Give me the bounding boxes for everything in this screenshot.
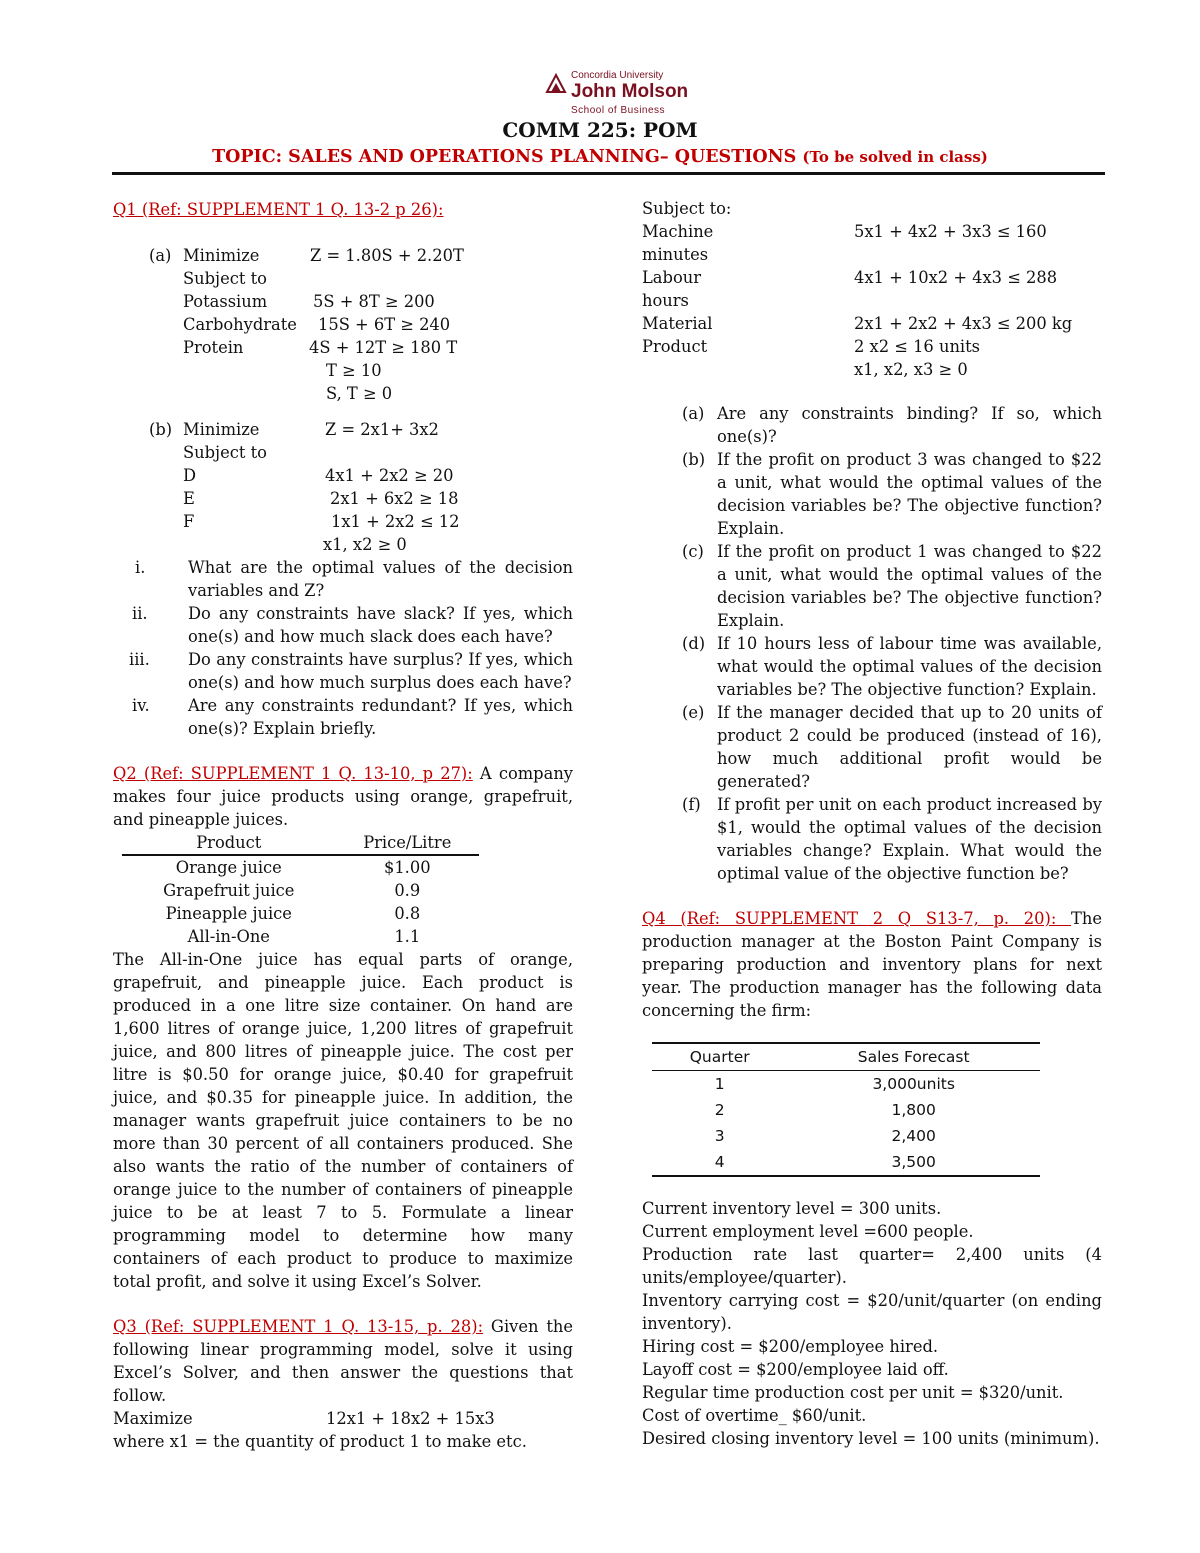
juice-product-cell: Grapefruit juice bbox=[163, 881, 295, 900]
q1-question-item bbox=[113, 648, 573, 694]
q3-constraint-expr: 2x1 + 2x2 + 4x3 ≤ 200 kg bbox=[854, 314, 1073, 333]
q3-questions bbox=[642, 402, 1102, 885]
q3-question-label: (f) bbox=[682, 795, 701, 814]
forecast-quarter-cell: 3 bbox=[714, 1127, 725, 1145]
q1-a-row-expr: S, T ≥ 0 bbox=[326, 384, 393, 403]
forecast-header-quarter: Quarter bbox=[652, 1043, 787, 1071]
q1-part-b bbox=[113, 418, 573, 556]
q1-question-label: i. bbox=[135, 558, 146, 577]
topic-heading bbox=[0, 147, 1200, 167]
q1-a-row-name: Minimize bbox=[183, 246, 260, 265]
q4-heading: Q4 (Ref: SUPPLEMENT 2 Q S13-7, p. 20): bbox=[642, 909, 1072, 928]
q4-intro bbox=[642, 907, 1102, 1022]
q1-b-row-expr: 4x1 + 2x2 ≥ 20 bbox=[325, 466, 454, 485]
topic-note: (To be solved in class) bbox=[802, 148, 988, 166]
forecast-table-row bbox=[652, 1071, 1040, 1098]
q3-question-label: (b) bbox=[682, 450, 706, 469]
q3-question-text: If the profit on product 1 was changed to $22 a unit, what would the optimal values of the decision variables be? The objective function? Explain. bbox=[717, 542, 1102, 630]
q3-constraint-row bbox=[642, 335, 1102, 358]
q3-question-item bbox=[642, 540, 1102, 632]
course-title: COMM 225: POM bbox=[502, 118, 698, 142]
q1-a-row-expr: T ≥ 10 bbox=[326, 361, 382, 380]
q3-question-item bbox=[642, 701, 1102, 793]
forecast-table-row bbox=[652, 1097, 1040, 1123]
juice-price-cell: $1.00 bbox=[383, 858, 431, 877]
logo-mark-icon bbox=[545, 72, 567, 94]
q4-fact-line: Hiring cost = $200/employee hired. bbox=[642, 1337, 939, 1356]
q1-question-label: iii. bbox=[129, 650, 150, 669]
q1-question-item bbox=[113, 602, 573, 648]
forecast-sales-cell: 2,400 bbox=[891, 1127, 936, 1145]
q1-b-row-name: F bbox=[183, 512, 195, 531]
q3-question-text: Are any constraints binding? If so, which one(s)? bbox=[717, 404, 1102, 446]
q1-b-row bbox=[113, 441, 573, 464]
q1-a-row-expr: 4S + 12T ≥ 180 T bbox=[309, 338, 458, 357]
q4-fact-line: Inventory carrying cost = $20/unit/quarter (on ending inventory). bbox=[642, 1291, 1102, 1333]
q1-b-row bbox=[113, 487, 573, 510]
q3-intro-text: Given the following linear programming model, solve it using Excel’s Solver, and then answer the questions that follow. bbox=[113, 1317, 574, 1405]
juice-product-cell: All-in-One bbox=[187, 927, 270, 946]
q3-question-label: (e) bbox=[682, 703, 705, 722]
q1-a-row bbox=[113, 336, 573, 359]
q1-a-row bbox=[113, 290, 573, 313]
q1-question-text: What are the optimal values of the decision variables and Z? bbox=[188, 558, 573, 600]
q1-b-row bbox=[113, 418, 573, 441]
juice-price-cell: 0.9 bbox=[394, 881, 421, 900]
q3-constraint-expr: 4x1 + 10x2 + 4x3 ≤ 288 bbox=[854, 268, 1058, 287]
q1-b-row-name: Subject to bbox=[183, 443, 267, 462]
q3-constraint-expr: 5x1 + 4x2 + 3x3 ≤ 160 bbox=[854, 222, 1047, 241]
q1-a-row-expr: 15S + 6T ≥ 240 bbox=[318, 315, 451, 334]
q4-fact-line: Production rate last quarter= 2,400 units (4 units/employee/quarter). bbox=[642, 1245, 1102, 1287]
q1-b-row-name: E bbox=[183, 489, 195, 508]
q1-b-row-expr: 1x1 + 2x2 ≤ 12 bbox=[331, 512, 460, 531]
q1-a-row-name: Subject to bbox=[183, 269, 267, 288]
q3-question-label: (d) bbox=[682, 634, 706, 653]
q3-nonneg-row bbox=[642, 358, 1102, 381]
q3-constraint-expr: 2 x2 ≤ 16 units bbox=[854, 337, 981, 356]
q1-a-row bbox=[113, 359, 573, 382]
q3-constraint-name: Product bbox=[642, 337, 708, 356]
q3-constraint-name: Labour bbox=[642, 268, 702, 287]
q1-b-row bbox=[113, 510, 573, 533]
q1-b-row bbox=[113, 464, 573, 487]
q1-b-row-name: Minimize bbox=[183, 420, 260, 439]
q3-question-text: If the profit on product 3 was changed to $22 a unit, what would the optimal values of the decision variables be? The objective function? Explain. bbox=[717, 450, 1102, 538]
q3-question-text: If profit per unit on each product increased by $1, would the optimal values of the decision variables change? Explain. What would the optimal value of the objective function be? bbox=[717, 795, 1102, 883]
q2-intro-text: A company makes four juice products using orange, grapefruit, and pineapple juices. bbox=[113, 764, 573, 829]
juice-table-row bbox=[122, 925, 479, 948]
q1-question-item bbox=[113, 694, 573, 740]
forecast-quarter-cell: 2 bbox=[714, 1101, 725, 1119]
q1-b-row-expr: x1, x2 ≥ 0 bbox=[323, 535, 407, 554]
q1-question-text: Are any constraints redundant? If yes, which one(s)? Explain briefly. bbox=[188, 696, 573, 738]
left-column bbox=[113, 198, 573, 1453]
juice-price-cell: 1.1 bbox=[394, 927, 421, 946]
q1-questions bbox=[113, 556, 573, 740]
right-column bbox=[642, 197, 1102, 1450]
q3-question-item bbox=[642, 448, 1102, 540]
q3-question-item bbox=[642, 632, 1102, 701]
q3-question-label: (a) bbox=[682, 404, 705, 423]
q1-a-row bbox=[113, 267, 573, 290]
q3-question-label: (c) bbox=[682, 542, 704, 561]
q3-constraint-name: Material bbox=[642, 314, 713, 333]
juice-product-cell: Orange juice bbox=[175, 858, 282, 877]
logo-school-name: John Molson bbox=[571, 81, 689, 102]
forecast-sales-cell: 3,500 bbox=[787, 1149, 1040, 1176]
q1-b-row bbox=[113, 533, 573, 556]
forecast-quarter-cell: 1 bbox=[714, 1075, 725, 1093]
juice-price-table bbox=[122, 831, 479, 948]
q4-fact-line: Regular time production cost per unit = $320/unit. bbox=[642, 1383, 1064, 1402]
q1-b-row-expr: Z = 2x1+ 3x2 bbox=[325, 420, 439, 439]
q3-question-item bbox=[642, 402, 1102, 448]
q1-a-row bbox=[113, 244, 573, 267]
q3-heading: Q3 (Ref: SUPPLEMENT 1 Q. 13-15, p. 28): bbox=[113, 1317, 484, 1336]
juice-header-price: Price/Litre bbox=[336, 831, 479, 855]
q1-a-row-name: Carbohydrate bbox=[183, 315, 297, 334]
logo-university: Concordia University bbox=[571, 70, 664, 81]
q3-objective: 12x1 + 18x2 + 15x3 bbox=[326, 1409, 495, 1428]
q2-body: The All-in-One juice has equal parts of orange, grapefruit, and pineapple juice. Each product is produced in a one litre size container. On hand are 1,600 litres of orange juice, 1,200 litres of grapefruit juice, and 800 litres of pineapple juice. The cost per litre is $0.50 for orange juice, $0.40 for grapefruit juice, and $0.35 for pineapple juice. In addition, the manager wants grapefruit juice containers to be no more than 30 percent of all containers produced. She also wants the ratio of the number of containers of orange juice to the number of containers of pineapple juice to be at least 7 to 5. Formulate a linear programming model to determine how many containers of each product to produce to maximize total profit, and solve it using Excel’s Solver. bbox=[113, 950, 573, 1291]
juice-table-row bbox=[122, 855, 479, 879]
forecast-header-sales: Sales Forecast bbox=[787, 1043, 1040, 1071]
q3-question-item bbox=[642, 793, 1102, 885]
q3-constraint-row bbox=[642, 266, 1102, 289]
q3-constraint-name-cont: minutes bbox=[642, 245, 709, 264]
q3-nonneg: x1, x2, x3 ≥ 0 bbox=[854, 360, 968, 379]
q1-question-label: ii. bbox=[132, 604, 148, 623]
forecast-sales-cell: 3,000units bbox=[872, 1075, 955, 1093]
forecast-sales-cell: 1,800 bbox=[891, 1101, 936, 1119]
q3-intro bbox=[113, 1315, 573, 1407]
header-rule bbox=[112, 172, 1105, 175]
forecast-table-row bbox=[652, 1149, 1040, 1176]
q1-a-row-expr: Z = 1.80S + 2.20T bbox=[310, 246, 464, 265]
q1-question-text: Do any constraints have surplus? If yes, which one(s) and how much surplus does each have? bbox=[188, 650, 573, 692]
q4-fact-line: Cost of overtime_ $60/unit. bbox=[642, 1406, 867, 1425]
juice-table-row bbox=[122, 902, 479, 925]
sales-forecast-table bbox=[652, 1042, 1040, 1177]
q3-question-text: If the manager decided that up to 20 units of product 2 could be produced (instead of 16), how much additional profit would be generated? bbox=[717, 703, 1102, 791]
juice-header-product: Product bbox=[122, 831, 336, 855]
logo-subtitle: School of Business bbox=[571, 105, 666, 116]
q3-constraint-name-cont: hours bbox=[642, 291, 689, 310]
q3-constraint-row bbox=[642, 220, 1102, 243]
q1-question-label: iv. bbox=[132, 696, 150, 715]
q1-b-row-name: D bbox=[183, 466, 197, 485]
q3-constraint-row bbox=[642, 312, 1102, 335]
q1-question-item bbox=[113, 556, 573, 602]
q4-intro-text: The production manager at the Boston Paint Company is preparing production and inventory plans for next year. The production manager has the following data concerning the firm: bbox=[642, 909, 1102, 1020]
q3-where: where x1 = the quantity of product 1 to make etc. bbox=[113, 1432, 527, 1451]
q2-intro bbox=[113, 762, 573, 831]
forecast-quarter-cell: 4 bbox=[652, 1149, 787, 1176]
juice-product-cell: Pineapple juice bbox=[165, 904, 292, 923]
q3-subject-to: Subject to: bbox=[642, 199, 732, 218]
q2-heading: Q2 (Ref: SUPPLEMENT 1 Q. 13-10, p 27): bbox=[113, 764, 473, 783]
q3-constraint-row-cont bbox=[642, 289, 1102, 312]
q3-maximize-label: Maximize bbox=[113, 1409, 193, 1428]
q4-fact-line: Layoff cost = $200/employee laid off. bbox=[642, 1360, 949, 1379]
q1-a-row-name: Protein bbox=[183, 338, 244, 357]
school-logo bbox=[545, 70, 689, 118]
q1-a-row-expr: 5S + 8T ≥ 200 bbox=[313, 292, 435, 311]
q1-a-row bbox=[113, 382, 573, 405]
q4-fact-line: Desired closing inventory level = 100 units (minimum). bbox=[642, 1429, 1100, 1448]
q1-b-label: (b) bbox=[149, 420, 173, 439]
q1-part-a bbox=[113, 244, 573, 405]
forecast-table-row bbox=[652, 1123, 1040, 1149]
q3-constraint-name: Machine bbox=[642, 222, 714, 241]
q1-a-row-name: Potassium bbox=[183, 292, 268, 311]
q1-heading: Q1 (Ref: SUPPLEMENT 1 Q. 13-2 p 26): bbox=[113, 200, 444, 219]
q4-fact-line: Current employment level =600 people. bbox=[642, 1222, 974, 1241]
q3-question-text: If 10 hours less of labour time was available, what would the optimal values of the decision variables be? The objective function? Explain. bbox=[717, 634, 1102, 699]
q3-constraint-row-cont bbox=[642, 243, 1102, 266]
q1-b-row-expr: 2x1 + 6x2 ≥ 18 bbox=[330, 489, 459, 508]
juice-table-row bbox=[122, 879, 479, 902]
q4-facts bbox=[642, 1197, 1102, 1450]
q1-question-text: Do any constraints have slack? If yes, which one(s) and how much slack does each have? bbox=[188, 604, 573, 646]
q4-fact-line: Current inventory level = 300 units. bbox=[642, 1199, 942, 1218]
q1-a-label: (a) bbox=[149, 246, 172, 265]
q3-constraints bbox=[642, 220, 1102, 358]
juice-price-cell: 0.8 bbox=[394, 904, 421, 923]
q3-objective-row bbox=[113, 1407, 573, 1430]
q1-a-row bbox=[113, 313, 573, 336]
topic-text: TOPIC: SALES AND OPERATIONS PLANNING– QUESTIONS bbox=[212, 147, 797, 167]
